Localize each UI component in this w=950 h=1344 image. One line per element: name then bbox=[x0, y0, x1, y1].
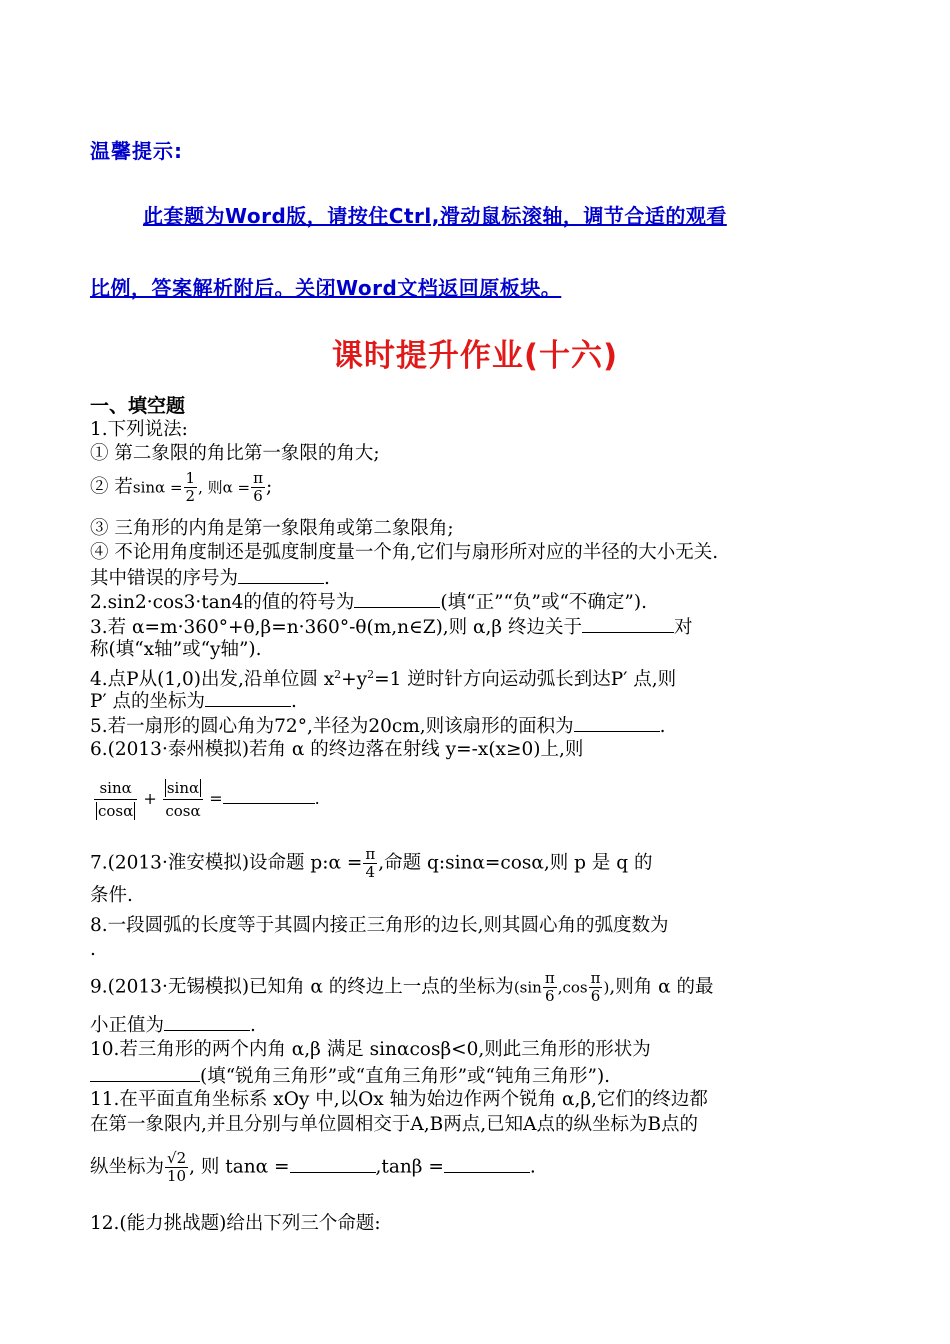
q10-line-1: 10.若三角形的两个内角 α,β 满足 sinαcosβ<0,则此三角形的形状为 bbox=[90, 1039, 651, 1060]
q7-line-1: 7.(2013·淮安模拟)设命题 p:α = $\frac{\pi}{4}$ ,命题 q:sinα=cosα,则 p 是 q 的 bbox=[90, 845, 653, 881]
q10-line-2: (填“锐角三角形”或“直角三角形”或“钝角三角形”). bbox=[90, 1063, 610, 1089]
q11-line-1: 11.在平面直角坐标系 xOy 中,以Ox 轴为始边作两个锐角 α,β,它们的终边都 bbox=[90, 1089, 708, 1110]
q8-line-1: 8.一段圆弧的长度等于其圆内接正三角形的边长,则其圆心角的弧度数为 bbox=[90, 915, 669, 936]
q8-line-2: . bbox=[90, 939, 96, 960]
answer-blank[interactable] bbox=[90, 1063, 200, 1082]
q1-question: 其中错误的序号为 . bbox=[90, 565, 330, 591]
answer-blank[interactable] bbox=[238, 565, 324, 584]
page-title: 课时提升作业(十六) bbox=[331, 338, 619, 374]
answer-blank[interactable] bbox=[290, 1154, 376, 1173]
q6-expression: $\frac{\sin\alpha}{\cos\alpha}$ + $\frac{\sin\alpha}{\cos\alpha}$ = . bbox=[93, 777, 320, 822]
q9-line-2: 小正值为 . bbox=[90, 1012, 256, 1038]
q12: 12.(能力挑战题)给出下列三个命题: bbox=[90, 1213, 381, 1234]
fraction: $\frac{\pi}{4}$ bbox=[365, 845, 376, 881]
q3-line-2: 称(填“x轴”或“y轴”). bbox=[90, 639, 262, 660]
fraction: $\frac{\pi}{6}$ bbox=[590, 969, 601, 1005]
q1-statement-1: ① 第二象限的角比第一象限的角大; bbox=[90, 443, 380, 464]
q4-line-1: 4.点P从(1,0)出发,沿单位圆 $x^2+y^2=1$ 逆时针方向运动弧长到达P′ 点,则 bbox=[90, 668, 677, 691]
answer-blank[interactable] bbox=[582, 614, 674, 633]
fraction: $\frac{\sin\alpha}{\cos\alpha}$ bbox=[163, 777, 203, 822]
answer-blank[interactable] bbox=[223, 789, 315, 804]
q6-line-1: 6.(2013·泰州模拟)若角 α 的终边落在射线 y=-x(x≥0)上,则 bbox=[90, 739, 584, 760]
q7-line-2: 条件. bbox=[90, 885, 133, 906]
q9-line-1: 9.(2013·无锡模拟)已知角 α 的终边上一点的坐标为(sin $\frac{\pi}{6}$ ,cos $\frac{\pi}{6}$ ),则角 α 的最 bbox=[90, 969, 714, 1005]
fraction: $\frac{\sin\alpha}{\cos\alpha}$ bbox=[94, 777, 137, 822]
q4-line-2: P′ 点的坐标为 . bbox=[90, 688, 297, 714]
q2: 2.sin2·cos3·tan4的值的符号为 (填“正”“负”或“不确定”). bbox=[90, 589, 647, 615]
fraction: $\frac{√2}{10}$ bbox=[167, 1149, 187, 1185]
q1-statement-4: ④ 不论用角度制还是弧度制度量一个角,它们与扇形所对应的半径的大小无关. bbox=[90, 542, 719, 563]
q11-line-3: 纵坐标为 $\frac{√2}{10}$ , 则 tanα = ,tanβ = . bbox=[90, 1149, 536, 1185]
answer-blank[interactable] bbox=[205, 688, 291, 707]
tip-heading: 温馨提示: bbox=[90, 139, 183, 163]
q1-intro: 1.下列说法: bbox=[90, 419, 188, 440]
q3-line-1: 3.若 α=m·360°+θ,β=n·360°-θ(m,n∈Z),则 α,β 终边关于 对 bbox=[90, 614, 693, 640]
q5: 5.若一扇形的圆心角为72°,半径为20cm,则该扇形的面积为 . bbox=[90, 713, 666, 739]
answer-blank[interactable] bbox=[574, 713, 660, 732]
fraction: $\frac{\pi}{6}$ bbox=[253, 469, 263, 505]
answer-blank[interactable] bbox=[444, 1154, 530, 1173]
q1-statement-3: ③ 三角形的内角是第一象限角或第二象限角; bbox=[90, 518, 454, 539]
fraction: $\frac{1}{2}$ bbox=[185, 469, 196, 505]
q11-line-2: 在第一象限内,并且分别与单位圆相交于A,B两点,已知A点的纵坐标为B点的 bbox=[90, 1114, 699, 1135]
answer-blank[interactable] bbox=[164, 1012, 250, 1031]
q1-statement-2: ② 若sinα = $\frac{1}{2}$ , 则α = $\frac{\pi}{6}$ ; bbox=[90, 469, 273, 505]
answer-blank[interactable] bbox=[354, 589, 440, 608]
fraction: $\frac{\pi}{6}$ bbox=[544, 969, 555, 1005]
tip-line-2[interactable]: 比例，答案解析附后。关闭Word文档返回原板块。 bbox=[90, 276, 562, 300]
tip-line-1[interactable]: 此套题为Word版，请按住Ctrl,滑动鼠标滚轴，调节合适的观看 bbox=[143, 204, 727, 228]
section-heading: 一、填空题 bbox=[90, 395, 186, 417]
